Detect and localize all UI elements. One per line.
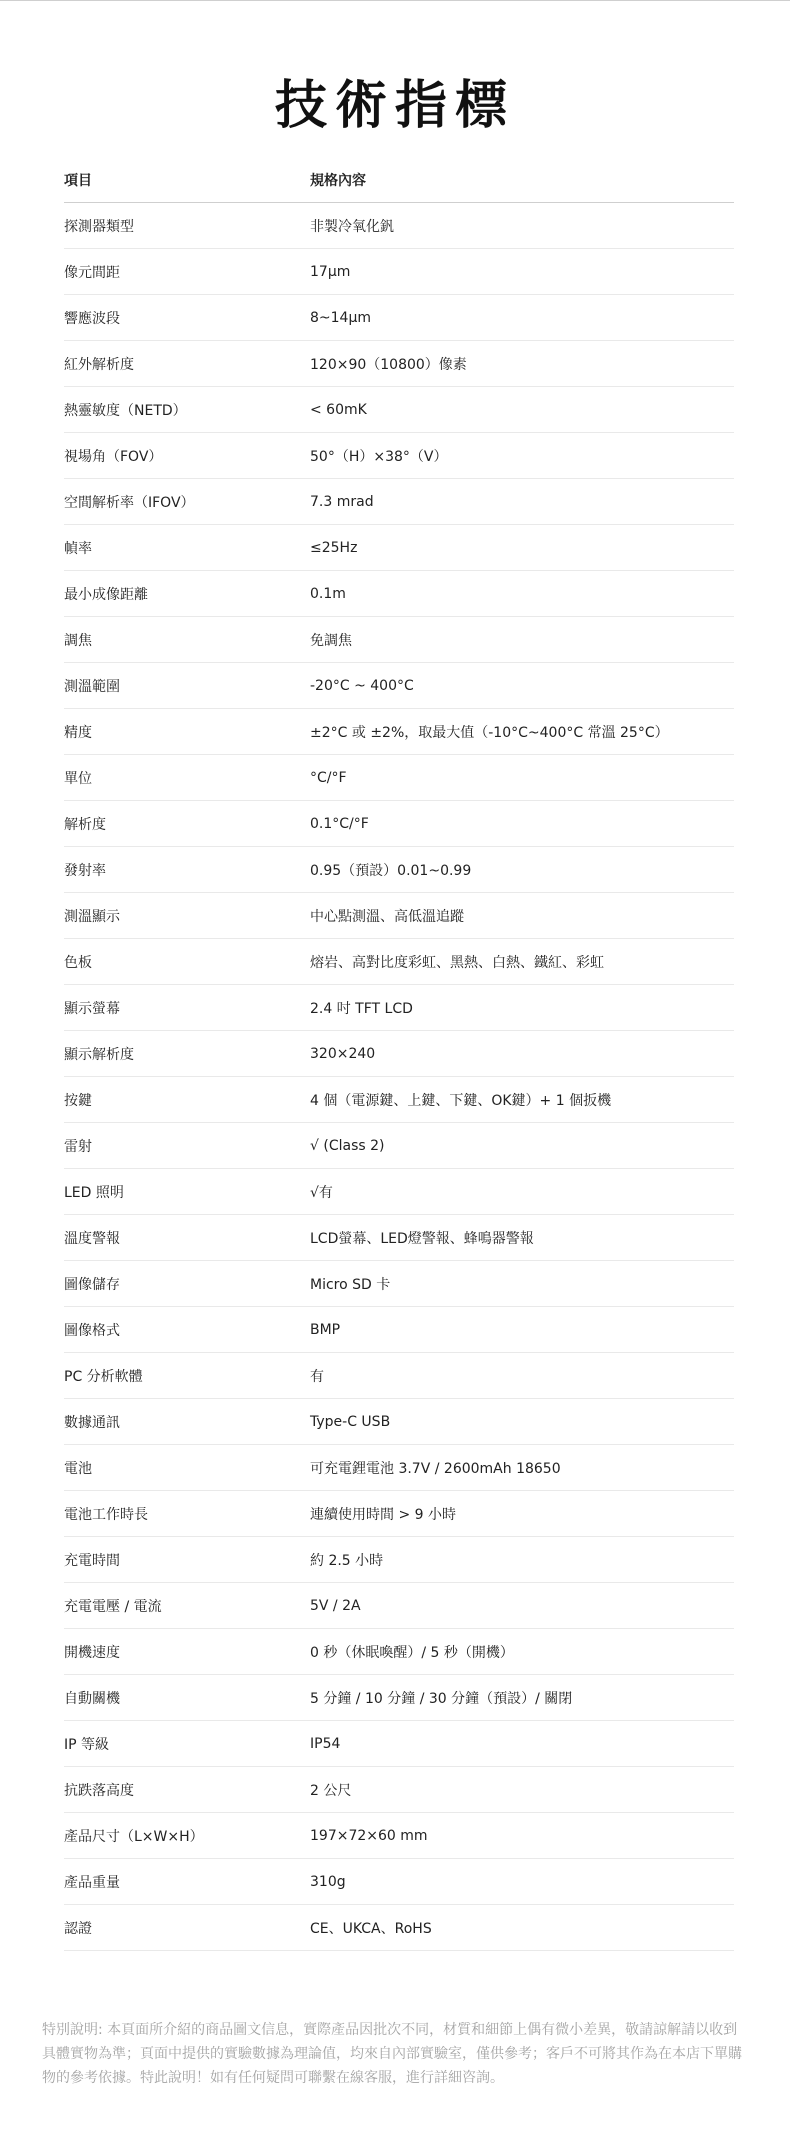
table-row bbox=[64, 1077, 734, 1123]
table-row bbox=[64, 1353, 734, 1399]
spec-value: 約 2.5 小時 bbox=[310, 1552, 384, 1569]
spec-value: 0.1m bbox=[310, 585, 346, 602]
spec-value: 8~14μm bbox=[310, 309, 371, 326]
spec-value: 310g bbox=[310, 1873, 346, 1890]
spec-item-label: 視場角（FOV） bbox=[64, 448, 163, 465]
spec-value: 中心點測溫、高低溫追蹤 bbox=[310, 908, 464, 925]
spec-value: 有 bbox=[310, 1368, 324, 1385]
spec-item-label: 開機速度 bbox=[64, 1644, 120, 1661]
table-row bbox=[64, 1445, 734, 1491]
spec-value: √ (Class 2) bbox=[310, 1137, 385, 1154]
table-row bbox=[64, 1169, 734, 1215]
table-row bbox=[64, 1123, 734, 1169]
spec-item-label: 電池 bbox=[64, 1460, 92, 1477]
spec-value: 免調焦 bbox=[310, 632, 352, 649]
spec-item-label: 數據通訊 bbox=[64, 1414, 120, 1431]
spec-value: √有 bbox=[310, 1184, 333, 1201]
table-row bbox=[64, 985, 734, 1031]
spec-item-label: PC 分析軟體 bbox=[64, 1368, 143, 1385]
table-row bbox=[64, 1721, 734, 1767]
spec-item-label: 圖像儲存 bbox=[64, 1276, 120, 1293]
spec-item-label: 抗跌落高度 bbox=[64, 1782, 134, 1799]
spec-item-label: 色板 bbox=[64, 954, 92, 971]
spec-item-label: 紅外解析度 bbox=[64, 356, 134, 373]
spec-item-label: 精度 bbox=[64, 724, 92, 741]
spec-value: -20°C ~ 400°C bbox=[310, 677, 414, 694]
table-row bbox=[64, 1813, 734, 1859]
table-row bbox=[64, 1859, 734, 1905]
spec-value: ≤25Hz bbox=[310, 539, 358, 556]
spec-table-header bbox=[64, 157, 734, 203]
spec-table bbox=[64, 157, 734, 1951]
spec-value: 4 個（電源鍵、上鍵、下鍵、OK鍵）+ 1 個扳機 bbox=[310, 1092, 612, 1109]
spec-value: 非製冷氧化釩 bbox=[310, 218, 394, 235]
spec-item-label: 單位 bbox=[64, 770, 92, 787]
table-row bbox=[64, 479, 734, 525]
spec-item-label: 解析度 bbox=[64, 816, 106, 833]
spec-item-label: 產品尺寸（L×W×H） bbox=[64, 1828, 204, 1845]
spec-value: 2.4 吋 TFT LCD bbox=[310, 1000, 413, 1017]
table-row bbox=[64, 1491, 734, 1537]
spec-item-label: 熱靈敏度（NETD） bbox=[64, 402, 187, 419]
spec-value: 熔岩、高對比度彩虹、黑熱、白熱、鐵紅、彩虹 bbox=[310, 954, 604, 971]
table-row bbox=[64, 801, 734, 847]
table-row bbox=[64, 617, 734, 663]
spec-value: °C/°F bbox=[310, 769, 347, 786]
table-row bbox=[64, 341, 734, 387]
spec-value: 連續使用時間 > 9 小時 bbox=[310, 1506, 456, 1523]
spec-item-label: 雷射 bbox=[64, 1138, 92, 1155]
spec-value: 197×72×60 mm bbox=[310, 1827, 428, 1844]
table-row bbox=[64, 1261, 734, 1307]
table-row bbox=[64, 1905, 734, 1951]
table-row bbox=[64, 1399, 734, 1445]
spec-value: CE、UKCA、RoHS bbox=[310, 1920, 432, 1937]
spec-value: 0.1°C/°F bbox=[310, 815, 369, 832]
table-row bbox=[64, 1307, 734, 1353]
top-divider bbox=[0, 0, 790, 1]
spec-item-label: 認證 bbox=[64, 1920, 92, 1937]
spec-value: < 60mK bbox=[310, 401, 367, 418]
spec-item-label: 顯示解析度 bbox=[64, 1046, 134, 1063]
table-row bbox=[64, 709, 734, 755]
table-row bbox=[64, 847, 734, 893]
table-row bbox=[64, 249, 734, 295]
spec-value: 7.3 mrad bbox=[310, 493, 374, 510]
spec-item-label: 調焦 bbox=[64, 632, 92, 649]
header-item-label: 項目 bbox=[64, 172, 92, 189]
table-row bbox=[64, 1031, 734, 1077]
disclaimer-note: 特別說明: 本頁面所介紹的商品圖文信息，實際產品因批次不同，材質和細節上偶有微小差異，敬請諒解請以收到具體實物為準；頁面中提供的實驗數據為理論值，均來自內部實驗室，僅供參考；客戶不可將其作為在本店下單購物的參考依據。特此說明！如有任何疑問可聯繫在線客服，進行詳細咨詢。 bbox=[42, 2022, 742, 2086]
table-row bbox=[64, 893, 734, 939]
spec-value: 320×240 bbox=[310, 1045, 376, 1062]
spec-item-label: 充電時間 bbox=[64, 1552, 120, 1569]
table-row bbox=[64, 663, 734, 709]
spec-rows bbox=[64, 203, 734, 1951]
table-row bbox=[64, 1675, 734, 1721]
spec-value: 2 公尺 bbox=[310, 1782, 352, 1799]
table-row bbox=[64, 1583, 734, 1629]
spec-value: 可充電鋰電池 3.7V / 2600mAh 18650 bbox=[310, 1460, 561, 1477]
spec-item-label: 最小成像距離 bbox=[64, 586, 148, 603]
spec-value: LCD螢幕、LED燈警報、蜂鳴器警報 bbox=[310, 1230, 534, 1247]
spec-item-label: 自動關機 bbox=[64, 1690, 120, 1707]
spec-value: 17μm bbox=[310, 263, 351, 280]
spec-value: Type-C USB bbox=[310, 1413, 391, 1430]
table-row bbox=[64, 525, 734, 571]
spec-item-label: 幀率 bbox=[64, 540, 92, 557]
table-row bbox=[64, 1215, 734, 1261]
header-spec-label: 規格內容 bbox=[310, 172, 366, 189]
spec-value: IP54 bbox=[310, 1735, 341, 1752]
spec-value: 0 秒（休眠喚醒）/ 5 秒（開機） bbox=[310, 1644, 514, 1661]
spec-value: 5 分鐘 / 10 分鐘 / 30 分鐘（預設）/ 關閉 bbox=[310, 1690, 573, 1707]
spec-value: 0.95（預設）0.01~0.99 bbox=[310, 862, 472, 879]
spec-value: BMP bbox=[310, 1321, 341, 1338]
page-title: 技術指標 bbox=[274, 76, 515, 136]
table-row bbox=[64, 203, 734, 249]
spec-item-label: 測溫顯示 bbox=[64, 908, 120, 925]
spec-value: 5V / 2A bbox=[310, 1597, 361, 1614]
table-row bbox=[64, 295, 734, 341]
spec-item-label: 響應波段 bbox=[64, 310, 120, 327]
table-row bbox=[64, 1767, 734, 1813]
spec-item-label: 圖像格式 bbox=[64, 1322, 120, 1339]
table-row bbox=[64, 1629, 734, 1675]
spec-item-label: 探測器類型 bbox=[64, 218, 134, 235]
table-row bbox=[64, 755, 734, 801]
spec-item-label: 顯示螢幕 bbox=[64, 1000, 120, 1017]
table-row bbox=[64, 571, 734, 617]
table-row bbox=[64, 387, 734, 433]
spec-item-label: IP 等級 bbox=[64, 1736, 110, 1753]
spec-item-label: 溫度警報 bbox=[64, 1230, 120, 1247]
spec-item-label: 測溫範圍 bbox=[64, 678, 120, 695]
spec-item-label: 電池工作時長 bbox=[64, 1506, 148, 1523]
spec-item-label: 充電電壓 / 電流 bbox=[64, 1598, 162, 1615]
spec-item-label: LED 照明 bbox=[64, 1184, 124, 1201]
spec-value: Micro SD 卡 bbox=[310, 1276, 391, 1293]
table-row bbox=[64, 939, 734, 985]
spec-item-label: 產品重量 bbox=[64, 1874, 120, 1891]
spec-value: 50°（H）×38°（V） bbox=[310, 448, 448, 465]
table-row bbox=[64, 433, 734, 479]
table-row bbox=[64, 1537, 734, 1583]
spec-item-label: 按鍵 bbox=[64, 1092, 92, 1109]
spec-value: ±2°C 或 ±2%，取最大值（-10°C~400°C 常溫 25°C） bbox=[310, 724, 669, 741]
spec-item-label: 發射率 bbox=[64, 862, 106, 879]
spec-value: 120×90（10800）像素 bbox=[310, 356, 467, 373]
spec-item-label: 像元間距 bbox=[64, 264, 120, 281]
spec-item-label: 空間解析率（IFOV） bbox=[64, 494, 195, 511]
